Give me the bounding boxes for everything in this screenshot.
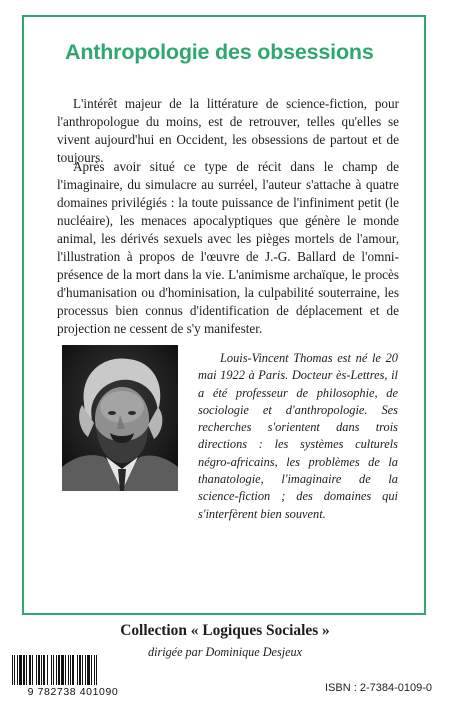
blurb-paragraph-1: L'intérêt majeur de la littérature de science-fiction, pour l'anthropologue du moins, est de retrouver, telles qu'elles se vivent aujourd'hui en Occident, les obsessions de partout et de toujours. <box>57 96 399 165</box>
isbn-label: ISBN : 2-7384-0109-0 <box>324 682 432 694</box>
blurb-paragraph-2: Après avoir situé ce type de récit dans le champ de l'imaginaire, du simulacre au surréel, l'auteur s'attache à quatre domaines privilégiés : la toute puissance de l'infiniment petit (le nucléaire), les menaces apocalyptiques que génère le monde animal, les dérivés sexuels avec les pièges mortels de l'amour, l'illustration à propos de l'œuvre de J.-G. Ballard de l'omniprésence de la mort dans la vie. L'animisme archaïque, le procès d'humanisation ou d'hominisation, la culpabilité souterraine, les processus bien connus d'identification de déplacement et de projection ne cessent de s'y manifester. <box>57 159 399 336</box>
book-title: Anthropologie des obsessions <box>65 40 374 64</box>
barcode-bars <box>12 655 134 685</box>
author-photo <box>62 345 178 491</box>
collection-director: dirigée par Dominique Desjeux <box>147 645 302 659</box>
collection-name: Collection « Logiques Sociales » <box>120 622 330 639</box>
author-bio: Louis-Vincent Thomas est né le 20 mai 1922 à Paris. Docteur ès-Lettres, il a été professeur de philosophie, de sociologie et d'anthropologie. Ses recherches s'orientent dans trois directions : les systèmes culturels négro-africains, les problèmes de la thanatologie, l'imaginaire de la science-fiction ; des domaines qui s'interfèrent bien souvent. <box>198 351 398 521</box>
barcode <box>8 655 138 699</box>
barcode-number: 9 782738 401090 <box>27 686 119 698</box>
